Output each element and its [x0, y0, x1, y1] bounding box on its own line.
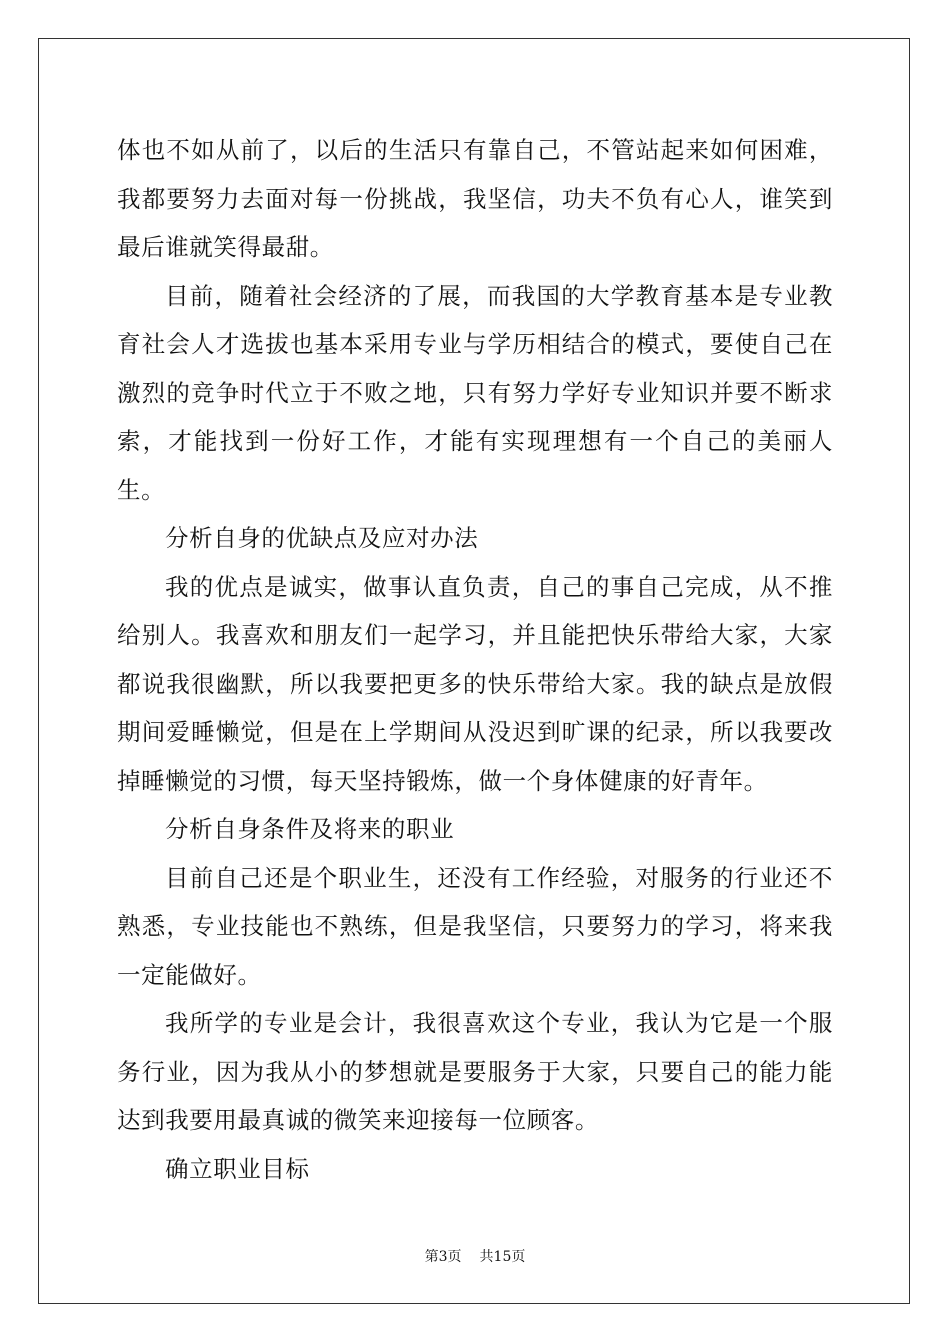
page-total: 共15页	[479, 1249, 526, 1265]
document-body	[117, 126, 833, 1193]
page-number: 第3页	[424, 1249, 462, 1265]
section-heading-strengths: 分析自身的优缺点及应对办法	[165, 524, 479, 552]
paragraph-1: 体也不如从前了，以后的生活只有靠自己，不管站起来如何困难，我都要努力去面对每一份挑战，我坚信，功夫不负有心人，谁笑到最后谁就笑得最甜。	[117, 136, 833, 261]
paragraph-3: 我的优点是诚实，做事认直负责，自己的事自己完成，从不推给别人。我喜欢和朋友们一起学习，并且能把快乐带给大家，大家都说我很幽默，所以我要把更多的快乐带给大家。我的缺点是放假期间爱睡懒觉，但是在上学期间从没迟到旷课的纪录，所以我要改掉睡懒觉的习惯，每天坚持锻炼，做一个身体健康的好青年。	[117, 572, 833, 795]
paragraph-2: 目前，随着社会经济的了展，而我国的大学教育基本是专业教育社会人才选拔也基本采用专业与学历相结合的模式，要使自己在激烈的竞争时代立于不败之地，只有努力学好专业知识并要不断求索，才能找到一份好工作，才能有实现理想有一个自己的美丽人生。	[117, 281, 833, 504]
section-heading-goal: 确立职业目标	[165, 1154, 310, 1183]
paragraph-5: 我所学的专业是会计，我很喜欢这个专业，我认为它是一个服务行业，因为我从小的梦想就是要服务于大家，只要自己的能力能达到我要用最真诚的微笑来迎接每一位顾客。	[117, 1009, 833, 1134]
section-heading-conditions: 分析自身条件及将来的职业	[165, 815, 455, 843]
page-footer	[0, 1246, 950, 1266]
paragraph-4: 目前自己还是个职业生，还没有工作经验，对服务的行业还不熟悉，专业技能也不熟练，但是我坚信，只要努力的学习，将来我一定能做好。	[117, 863, 833, 989]
